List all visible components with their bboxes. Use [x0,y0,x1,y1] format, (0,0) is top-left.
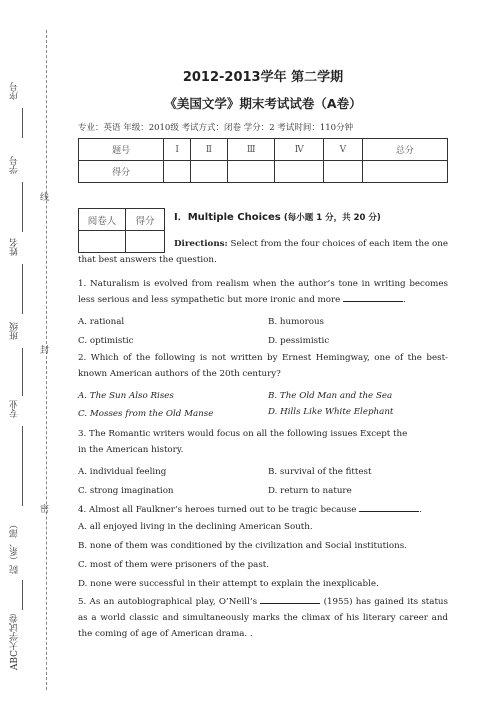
option-c: C. optimistic [78,336,134,346]
score-cell: Ⅴ [324,139,363,161]
score-input-cell [275,161,324,183]
question-5 [78,594,448,642]
option-d [268,407,393,417]
score-input-cell [324,161,363,183]
option-c [78,409,213,419]
option-c: C. most of them were prisoners of the past. [78,560,270,570]
option-b: B. humorous [268,317,325,327]
margin-label-class: 班级 [10,322,20,340]
seal-dashed-line [46,30,47,690]
score-cell: 总分 [362,139,447,161]
score-table-header-row [79,139,448,161]
margin-line [22,182,23,232]
exam-meta: 专业：英语 年级：2010级 考试方式：闭卷 学分：2 考试时间：110分钟 [78,123,354,133]
directions-label: Directions: [174,239,228,249]
score-input-cell [362,161,447,183]
margin-label-dept: 院（系、部） [10,520,20,574]
margin-label-seq: 序号 [10,82,20,100]
question-4 [78,502,448,518]
margin-label-name: 姓名 [10,238,20,256]
seal-mark-seal: 封 [40,346,50,356]
option-a: A. rational [78,317,125,327]
option-b: B. none of them was conditioned by the civilization and Social institutions. [78,541,407,551]
question-text: 1. Naturalism is evolved from realism when the author’s tone in writing becomes less serious and less sympathetic but more ironic and more [78,279,448,305]
margin-label-school: ABC大学试卷 [10,614,20,671]
option-d: D. pessimistic [268,336,330,346]
score-cell: Ⅱ [190,139,227,161]
directions [78,236,448,268]
question-text: 2. Which of the following is not written by Ernest Hemingway, one of the best-known American authors of the 20th century? [78,353,448,379]
option-a-text: A. The Sun Also Rises [78,391,174,401]
question-text: 5. As an autobiographical play, O’Neill’s [78,597,258,607]
question-text-cont: (1955) has gained its status as a world classic and simultaneously marks the climax of his literary career and the coming of age of American drama. . [78,597,448,639]
section-heading [174,208,381,223]
option-b: B. survival of the fittest [268,467,372,477]
score-cell: Ⅰ [164,139,191,161]
question-tail: . [403,295,406,305]
option-b [268,391,392,401]
answer-blank [260,594,320,604]
score-cell: Ⅳ [275,139,324,161]
option-d: D. return to nature [268,486,352,496]
directions-text: Select from the four choices of each item the one that best answers the question. [78,239,448,265]
margin-line [22,426,23,506]
answer-blank [359,502,419,512]
question-2 [78,350,448,382]
grader-score-label: 得分 [126,209,165,231]
grader-label: 阅卷人 [79,209,126,231]
score-table-score-row [79,161,448,183]
question-text: 3. The Romantic writers would focus on all the following issues Except the [78,429,408,439]
score-cell: 题号 [79,139,164,161]
option-c-text: C. Mosses from the Old Manse [78,409,214,419]
question-text-cont: in the American history. [78,445,184,455]
option-a: A. all enjoyed living in the declining American South. [78,522,313,532]
question-text: 4. Almost all Faulkner’s heroes turned out to be tragic because [78,505,357,515]
margin-label-id: 学号 [10,156,20,174]
margin-line [22,264,23,314]
margin-line [22,108,23,138]
margin-line [22,348,23,396]
seal-mark-line: 线 [40,193,50,203]
option-b-text: B. The Old Man and the Sea [268,391,393,401]
score-cell: 得分 [79,161,164,183]
page-subtitle: 《美国文学》期末考试试卷（A卷） [164,96,362,111]
option-a [78,391,174,401]
score-input-cell [190,161,227,183]
question-tail: . [419,505,422,515]
section-title: Ⅰ．Multiple Choices [174,212,281,223]
question-1 [78,276,448,308]
seal-mark-secret: 密 [40,505,50,515]
page-title: 2012-2013学年 第二学期 [182,70,344,85]
margin-line [22,580,23,610]
score-input-cell [164,161,191,183]
section-points: (每小题 1 分，共 20 分) [283,213,381,223]
score-input-cell [227,161,274,183]
option-c: C. strong imagination [78,486,174,496]
score-table [78,138,448,183]
question-3 [78,426,448,458]
option-d: D. none were successful in their attempt to explain the inexplicable. [78,579,379,589]
option-a: A. individual feeling [78,467,167,477]
option-d-text: D. Hills Like White Elephant [268,407,394,417]
margin-label-major: 专业 [10,400,20,418]
score-cell: Ⅲ [227,139,274,161]
answer-blank [343,292,403,302]
binding-margin [0,0,55,706]
